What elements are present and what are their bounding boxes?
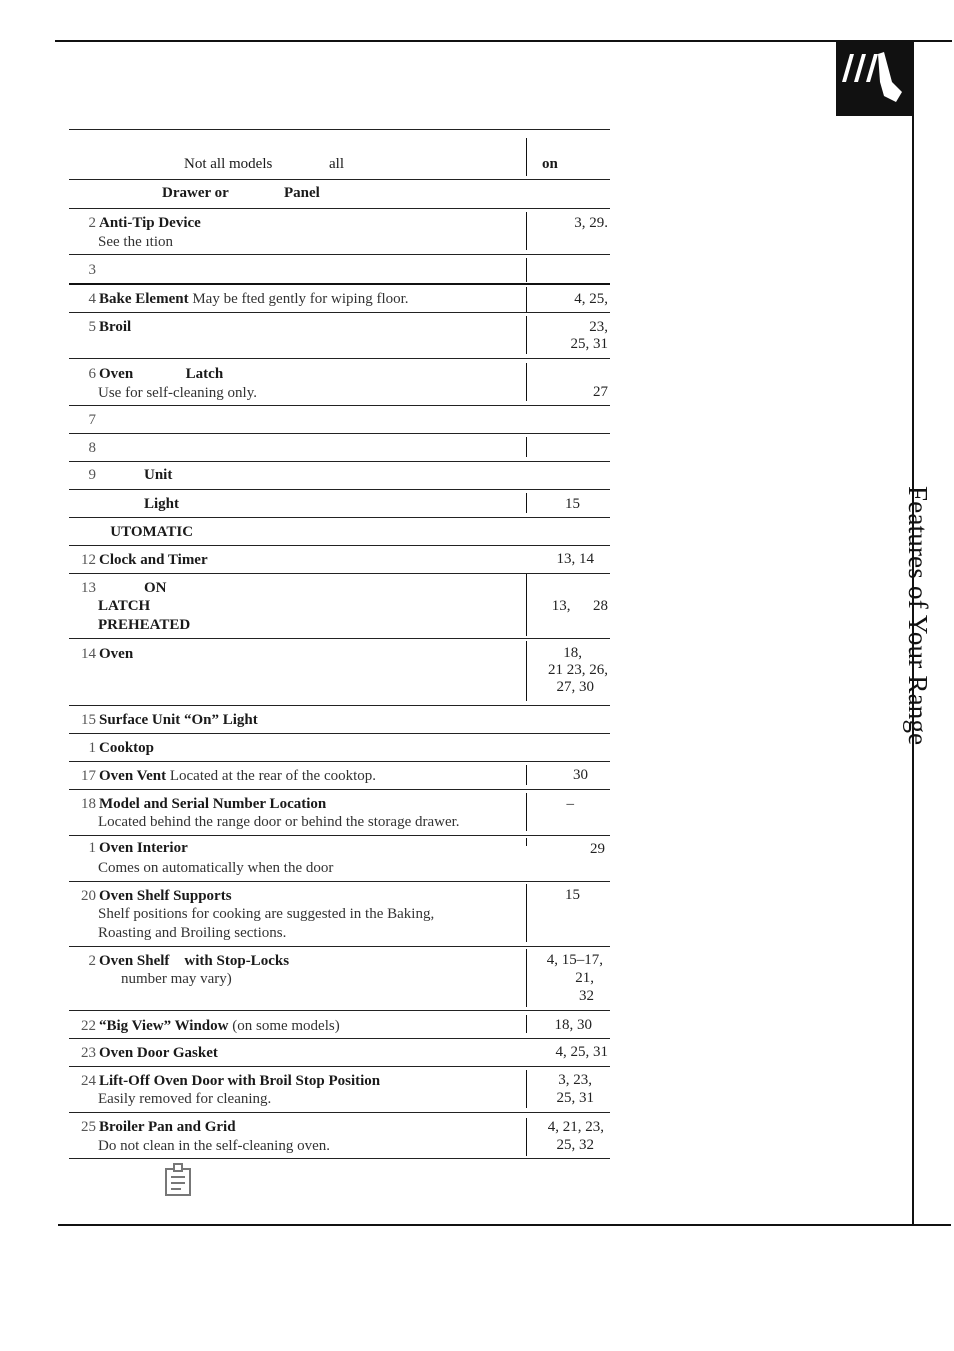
feature-name: Clock and Timer <box>99 552 208 568</box>
table-row <box>69 517 610 545</box>
features-table <box>69 129 610 1159</box>
page-reference: – <box>566 796 574 812</box>
feature-label <box>69 1044 218 1062</box>
feature-label <box>69 711 258 729</box>
feature-number: 5 <box>88 319 96 335</box>
feature-number: 17 <box>81 768 96 784</box>
feature-label <box>69 579 167 597</box>
page-reference: 4, 21, 23, <box>547 1119 604 1135</box>
feature-description: Located behind the range door or behind the storage drawer. <box>98 814 460 830</box>
column-divider <box>526 1118 527 1156</box>
feature-label <box>69 952 289 970</box>
feature-name: UTOMATIC <box>99 524 194 540</box>
table-row <box>69 733 610 761</box>
table-row <box>69 761 610 789</box>
feature-description: LATCH <box>98 598 151 614</box>
table-row <box>69 405 610 433</box>
feature-number: 1 <box>88 840 96 856</box>
table-row <box>69 433 610 461</box>
feature-label <box>69 466 172 484</box>
table-row <box>69 705 610 733</box>
feature-note: Located at the rear of the cooktop. <box>169 768 377 784</box>
page-reference: 15 <box>565 496 580 512</box>
feature-name: Oven Interior <box>99 840 188 856</box>
column-divider <box>526 363 527 401</box>
table-row <box>69 283 610 312</box>
feature-number: 20 <box>81 888 96 904</box>
feature-number: 7 <box>88 412 96 428</box>
feature-description: Shelf positions for cooking are suggested in the Baking, <box>98 906 435 922</box>
feature-label <box>69 523 193 541</box>
page-reference: 21, <box>575 970 594 986</box>
feature-label <box>69 645 133 663</box>
feature-name: Bake Element <box>99 291 189 307</box>
column-divider <box>526 138 527 176</box>
table-row <box>69 573 610 638</box>
feature-label <box>69 795 326 813</box>
column-divider <box>526 765 527 785</box>
feature-number: 18 <box>81 796 96 812</box>
feature-name: Model and Serial Number Location <box>99 796 327 812</box>
feature-name: Oven Latch <box>99 366 224 382</box>
hand-pointer-icon <box>836 42 914 116</box>
column-divider <box>526 884 527 942</box>
feature-name: Lift-Off Oven Door with Broil Stop Position <box>99 1073 381 1089</box>
feature-name: Anti-Tip Device <box>99 215 201 231</box>
page-reference: 18, <box>563 645 582 661</box>
page-reference: 3, 29. <box>574 215 608 231</box>
table-header-row <box>69 129 610 179</box>
column-divider <box>526 949 527 1007</box>
feature-label <box>69 739 154 757</box>
feature-description: number may vary) <box>121 971 232 987</box>
feature-number: 6 <box>88 366 96 382</box>
feature-label <box>69 839 188 857</box>
page-reference: 4, 15–17, <box>546 952 603 968</box>
header-left-text: Not all models <box>184 156 273 172</box>
feature-label <box>69 411 99 429</box>
page-reference: 25, 32 <box>556 1137 594 1153</box>
column-divider <box>526 1015 527 1033</box>
table-row <box>69 1010 610 1038</box>
table-row <box>69 489 610 517</box>
column-divider <box>526 838 527 846</box>
column-divider <box>526 316 527 354</box>
header-right-text: on <box>542 156 558 172</box>
feature-label <box>69 551 208 569</box>
section-header-part2: Panel <box>284 185 320 201</box>
feature-number: 24 <box>81 1073 96 1089</box>
table-row <box>69 789 610 835</box>
table-row <box>69 1066 610 1112</box>
column-divider <box>526 287 527 312</box>
feature-name: Surface Unit “On” Light <box>99 712 258 728</box>
page-reference: 3, 23, <box>558 1072 592 1088</box>
feature-number: 2 <box>88 953 96 969</box>
feature-note: (on some models) <box>232 1018 340 1034</box>
feature-number: 1 <box>88 740 96 756</box>
feature-number: 9 <box>88 467 96 483</box>
column-divider <box>526 258 527 282</box>
page-reference: 32 <box>579 988 594 1004</box>
page-reference: 23, <box>589 319 608 335</box>
page-reference: 27 <box>593 384 608 400</box>
page-reference: 25, 31 <box>570 336 608 352</box>
top-rule <box>55 40 952 42</box>
feature-number: 3 <box>88 262 96 278</box>
page-reference: 15 <box>565 887 580 903</box>
page-reference: 27, 30 <box>556 679 594 695</box>
table-row <box>69 358 610 405</box>
feature-label <box>69 439 99 457</box>
feature-description: PREHEATED <box>98 617 191 633</box>
page-reference: 4, 25, <box>574 291 608 307</box>
column-divider <box>526 212 527 250</box>
feature-label <box>69 318 131 336</box>
section-header-part1: Drawer or <box>162 185 229 201</box>
feature-label <box>69 1118 236 1136</box>
column-divider <box>526 641 527 701</box>
header-mid-text: all <box>329 156 344 172</box>
feature-label <box>69 887 232 905</box>
bottom-rule <box>58 1224 951 1226</box>
table-row <box>69 461 610 489</box>
feature-name: Unit <box>99 467 173 483</box>
feature-note: May be fted gently for wiping floor. <box>192 291 409 307</box>
feature-name: Oven Vent <box>99 768 167 784</box>
feature-number: 8 <box>88 440 96 456</box>
feature-label <box>69 365 223 383</box>
table-row <box>69 946 610 1010</box>
feature-description: Easily removed for cleaning. <box>98 1091 272 1107</box>
feature-description: Do not clean in the self-cleaning oven. <box>98 1138 331 1154</box>
table-row <box>69 545 610 573</box>
page-reference: 18, 30 <box>554 1017 592 1033</box>
feature-description: Use for self-cleaning only. <box>98 385 257 401</box>
feature-name: Cooktop <box>99 740 155 756</box>
table-row <box>69 312 610 358</box>
feature-name: Broiler Pan and Grid <box>99 1119 236 1135</box>
feature-number: 12 <box>81 552 96 568</box>
feature-description: Roasting and Broiling sections. <box>98 925 287 941</box>
column-divider <box>526 493 527 513</box>
page-reference: 25, 31 <box>556 1090 594 1106</box>
table-row <box>69 835 610 881</box>
feature-label <box>69 495 179 513</box>
column-divider <box>526 793 527 831</box>
page-reference: 21 23, 26, <box>548 662 608 678</box>
feature-number: 14 <box>81 646 96 662</box>
section-header-row <box>69 179 610 208</box>
feature-name: Oven Door Gasket <box>99 1045 218 1061</box>
column-divider <box>526 574 527 636</box>
feature-name: Oven <box>99 646 134 662</box>
feature-label <box>69 290 409 308</box>
table-row <box>69 1038 610 1066</box>
feature-label <box>69 767 376 785</box>
feature-label <box>69 1072 380 1090</box>
column-divider <box>526 1070 527 1108</box>
feature-name: ON <box>99 580 167 596</box>
feature-name: Oven Shelf with Stop-Locks <box>99 953 290 969</box>
side-title: Features of Your Range <box>903 486 933 746</box>
page-reference: 13, 14 <box>556 551 594 567</box>
page-reference: 4, 25, 31 <box>555 1044 608 1060</box>
feature-number: 4 <box>88 291 96 307</box>
feature-description: Comes on automatically when the door <box>98 860 334 876</box>
feature-number: 23 <box>81 1045 96 1061</box>
feature-label <box>69 261 99 279</box>
table-row <box>69 1112 610 1159</box>
feature-name: Oven Shelf Supports <box>99 888 232 904</box>
table-row <box>69 638 610 705</box>
column-divider <box>526 437 527 457</box>
table-row <box>69 881 610 946</box>
feature-name: “Big View” Window <box>99 1018 229 1034</box>
table-row <box>69 208 610 254</box>
feature-number: 25 <box>81 1119 96 1135</box>
page-reference: 13, 28 <box>551 598 608 614</box>
feature-label <box>69 1017 340 1035</box>
feature-name: Light <box>99 496 180 512</box>
feature-description: See the ıtion <box>98 234 173 250</box>
notepad-icon <box>163 1162 195 1203</box>
feature-number: 2 <box>88 215 96 231</box>
feature-label <box>69 214 201 232</box>
feature-name: Broil <box>99 319 132 335</box>
feature-number: 22 <box>81 1018 96 1034</box>
page-reference: 29 <box>590 841 605 857</box>
feature-number: 13 <box>81 580 96 596</box>
page-reference: 30 <box>573 767 588 783</box>
table-row <box>69 254 610 283</box>
feature-number: 15 <box>81 712 96 728</box>
